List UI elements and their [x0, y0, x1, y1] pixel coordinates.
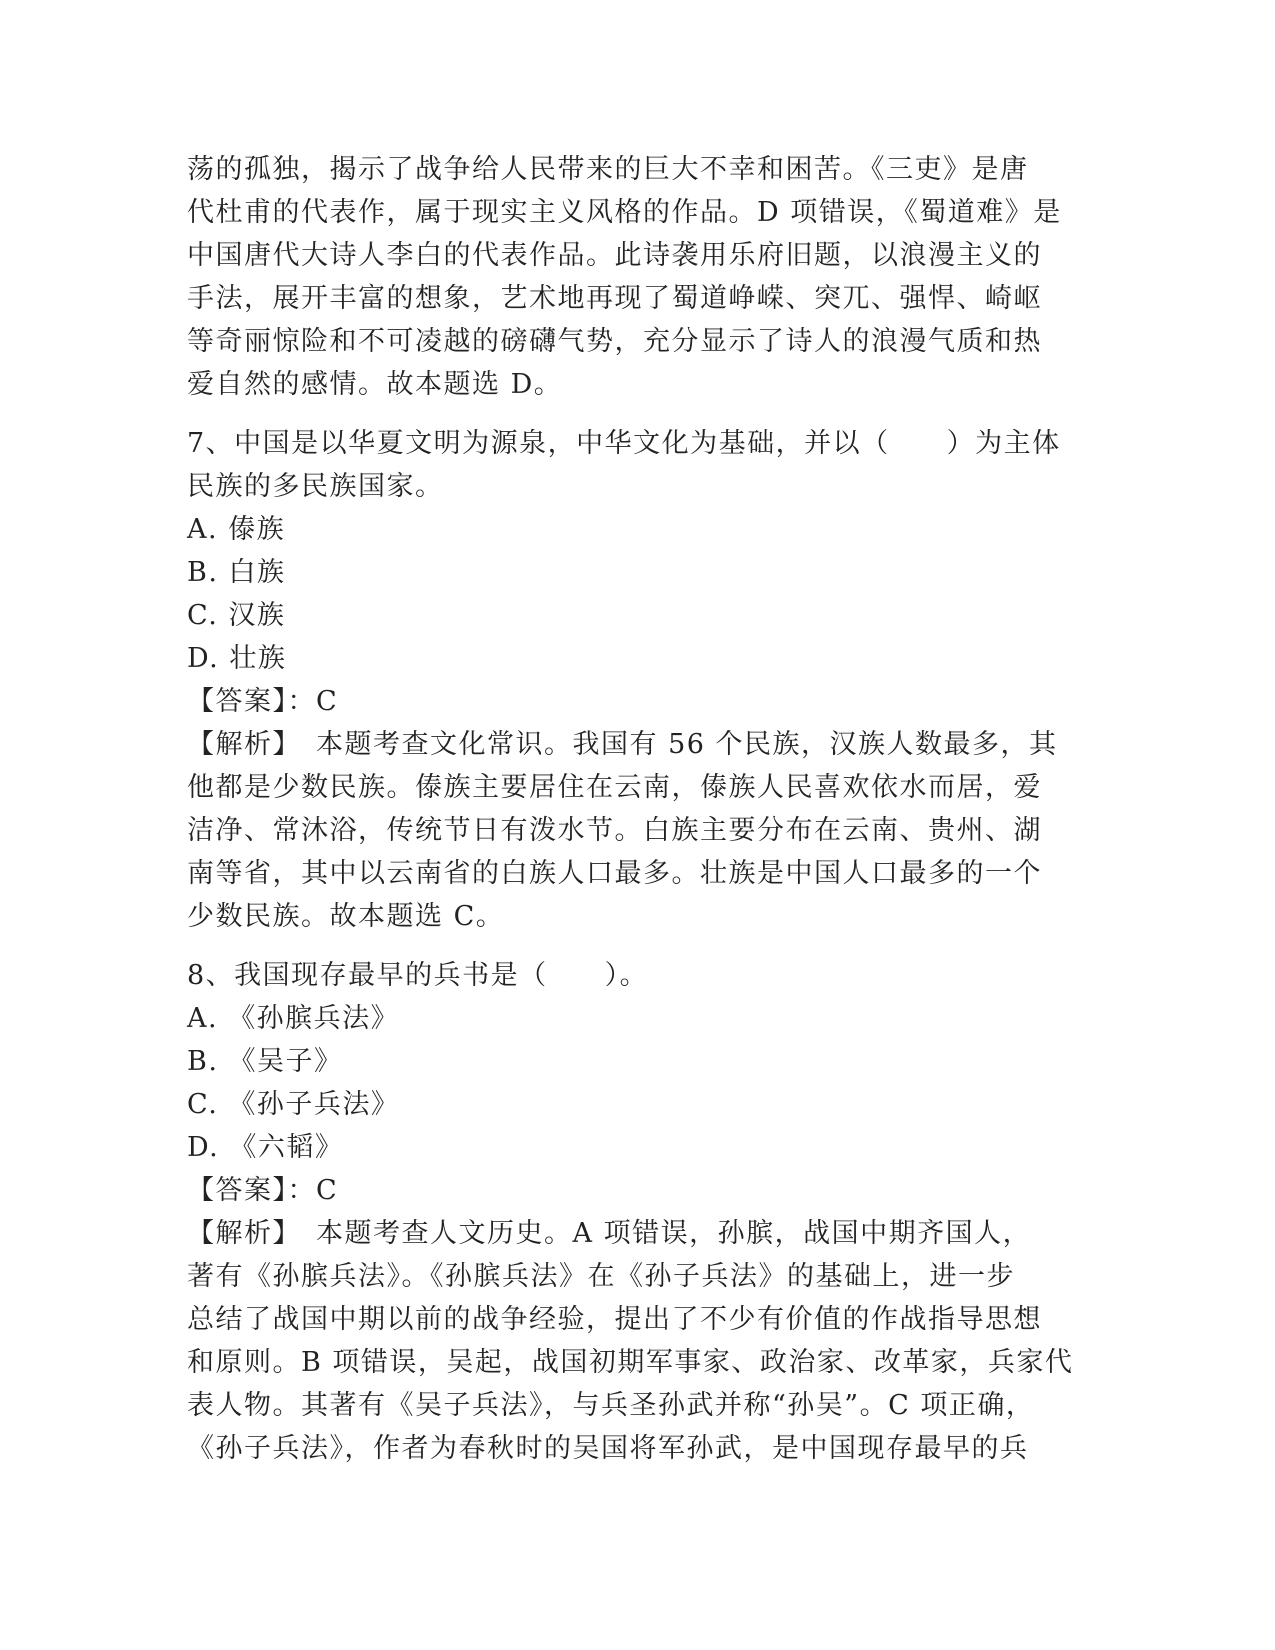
- option-b: B. 白族: [187, 557, 286, 588]
- question-8: [187, 954, 1087, 1470]
- analysis-line: 【解析】 本题考查人文历史。A 项错误，孙膑，战国中期齐国人，: [187, 1218, 1032, 1249]
- answer-line: 【答案】：C: [187, 686, 339, 717]
- analysis-line: 表人物。其著有《吴子兵法》，与兵圣孙武并称“孙吴”。C 项正确，: [187, 1390, 1035, 1421]
- question-stem-line: 8、我国现存最早的兵书是（ ）。: [187, 960, 649, 991]
- analysis-line: 和原则。B 项错误，吴起，战国初期军事家、政治家、改革家，兵家代: [187, 1347, 1074, 1378]
- analysis-line: 南等省，其中以云南省的白族人口最多。壮族是中国人口最多的一个: [187, 858, 1042, 889]
- option-d: D. 《六韬》: [187, 1132, 344, 1163]
- analysis-line: 洁净、常沐浴，传统节日有泼水节。白族主要分布在云南、贵州、湖: [187, 815, 1042, 846]
- analysis-line: 【解析】 本题考查文化常识。我国有 56 个民族，汉族人数最多，其: [187, 729, 1058, 760]
- question-stem-line: 7、中国是以华夏文明为源泉，中华文化为基础，并以（ ）为主体: [187, 428, 1061, 459]
- question-7: [187, 422, 1087, 938]
- analysis-line: 他都是少数民族。傣族主要居住在云南，傣族人民喜欢依水而居，爱: [187, 772, 1042, 803]
- previous-explanation: [187, 148, 1087, 406]
- explanation-line: 荡的孤独，揭示了战争给人民带来的巨大不幸和困苦。《三吏》是唐: [187, 154, 1029, 185]
- analysis-line: 少数民族。故本题选 C。: [187, 901, 505, 932]
- explanation-line: 代杜甫的代表作，属于现实主义风格的作品。D 项错误，《蜀道难》是: [187, 197, 1062, 228]
- analysis-line: 《孙子兵法》，作者为春秋时的吴国将军孙武，是中国现存最早的兵: [187, 1433, 1029, 1464]
- answer-line: 【答案】：C: [187, 1175, 339, 1206]
- option-b: B. 《吴子》: [187, 1046, 343, 1077]
- spacer: [187, 938, 1087, 954]
- explanation-line: 爱自然的感情。故本题选 D。: [187, 369, 563, 400]
- option-c: C. 汉族: [187, 600, 286, 631]
- page-content: [187, 148, 1087, 1470]
- analysis-line: 著有《孙膑兵法》。《孙膑兵法》在《孙子兵法》的基础上，进一步: [187, 1261, 1015, 1292]
- explanation-line: 等奇丽惊险和不可凌越的磅礴气势，充分显示了诗人的浪漫气质和热: [187, 326, 1042, 357]
- option-d: D. 壮族: [187, 643, 287, 674]
- explanation-line: 中国唐代大诗人李白的代表作品。此诗袭用乐府旧题，以浪漫主义的: [187, 240, 1042, 271]
- explanation-line: 手法，展开丰富的想象，艺术地再现了蜀道峥嵘、突兀、强悍、崎岖: [187, 283, 1042, 314]
- spacer: [187, 406, 1087, 422]
- analysis-line: 总结了战国中期以前的战争经验，提出了不少有价值的作战指导思想: [187, 1304, 1042, 1335]
- option-a: A. 傣族: [187, 514, 286, 545]
- option-c: C. 《孙子兵法》: [187, 1089, 400, 1120]
- option-a: A. 《孙膑兵法》: [187, 1003, 400, 1034]
- question-stem-line: 民族的多民族国家。: [187, 471, 444, 502]
